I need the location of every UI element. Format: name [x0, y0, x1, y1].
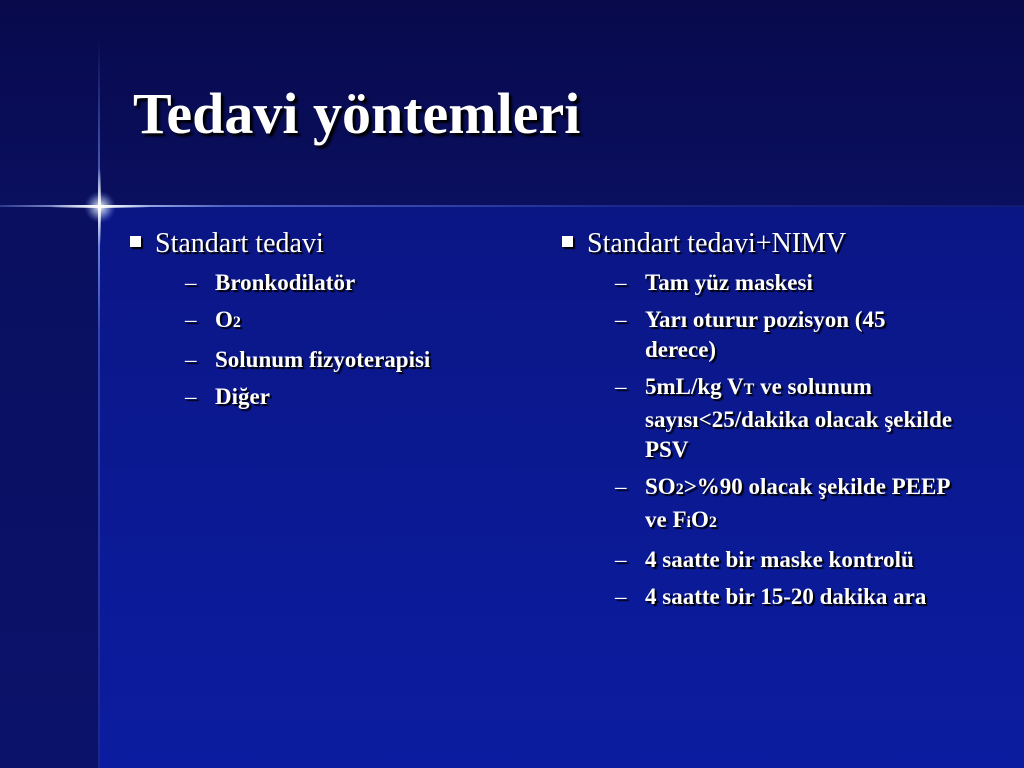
- left-sub-list: [130, 268, 530, 412]
- list-item-text: [645, 472, 960, 538]
- list-item: [562, 582, 962, 612]
- right-column: [562, 226, 962, 619]
- list-item-text: [645, 372, 960, 465]
- vt-suffix: ve solunum sayısı<25/dakika olacak şekilde PSV: [645, 374, 953, 462]
- so2-base: SO: [645, 474, 676, 499]
- dash-marker: –: [185, 384, 197, 409]
- peep-text: >%90 olacak şekilde PEEP ve F: [645, 474, 950, 532]
- right-column-heading: [562, 226, 962, 262]
- fio2-i-subscript: i: [686, 514, 691, 531]
- list-item-text: [215, 305, 530, 338]
- dash-marker: –: [615, 374, 627, 399]
- list-item: [130, 305, 530, 338]
- list-item-text: Diğer: [215, 384, 270, 409]
- right-sub-list: [562, 268, 962, 612]
- list-item: [562, 545, 962, 575]
- vt-prefix: 5mL/kg V: [645, 374, 744, 399]
- sparkle-horizontal-ray: [50, 205, 150, 208]
- list-item: [130, 268, 530, 298]
- vt-small-t: T: [743, 381, 755, 398]
- horizontal-accent-line: [0, 205, 1024, 207]
- dash-marker: –: [185, 270, 197, 295]
- dash-marker: –: [615, 474, 627, 499]
- dash-marker: –: [615, 584, 627, 609]
- list-item: [562, 268, 962, 298]
- dash-marker: –: [185, 307, 197, 332]
- list-item-text: Yarı oturur pozisyon (45 derece): [645, 307, 886, 362]
- vertical-accent-line: [98, 40, 100, 768]
- square-bullet-icon: [130, 236, 141, 247]
- list-item-text: Bronkodilatör: [215, 270, 356, 295]
- list-item: [130, 345, 530, 375]
- list-item-text: 4 saatte bir maske kontrolü: [645, 547, 914, 572]
- slide-title: Tedavi yöntemleri: [133, 81, 581, 146]
- left-column: [130, 226, 530, 419]
- list-item-text: Solunum fizyoterapisi: [215, 347, 431, 372]
- fio2-2-subscript: 2: [708, 514, 717, 531]
- list-item-text: 4 saatte bir 15-20 dakika ara: [645, 584, 927, 609]
- dash-marker: –: [615, 270, 627, 295]
- list-item: [562, 372, 962, 465]
- list-item: [130, 382, 530, 412]
- dash-marker: –: [615, 307, 627, 332]
- o2-subscript: 2: [232, 314, 241, 331]
- dash-marker: –: [185, 347, 197, 372]
- so2-subscript: 2: [675, 481, 684, 498]
- left-margin-band: [0, 207, 100, 768]
- square-bullet-icon: [562, 236, 573, 247]
- list-item: [562, 472, 962, 538]
- left-heading-text: Standart tedavi: [155, 228, 324, 259]
- right-heading-text: Standart tedavi+NIMV: [587, 228, 847, 259]
- dash-marker: –: [615, 547, 627, 572]
- list-item-text: Tam yüz maskesi: [645, 270, 813, 295]
- o2-base: O: [215, 307, 233, 332]
- list-item: [562, 305, 962, 365]
- left-column-heading: [130, 226, 530, 262]
- fio2-o: O: [690, 507, 709, 532]
